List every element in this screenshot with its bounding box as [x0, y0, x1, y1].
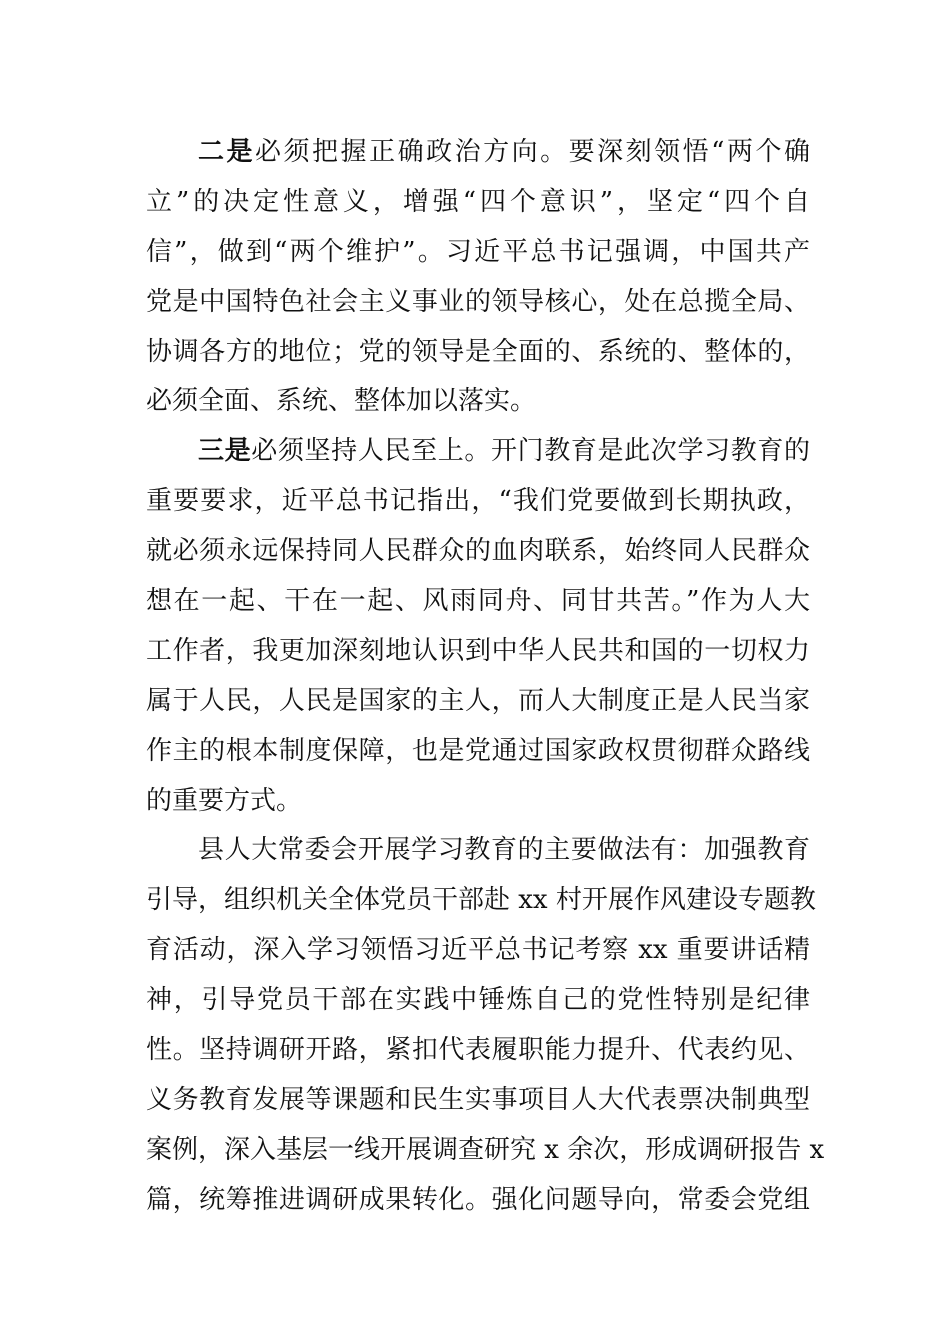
text-line: 案例，深入基层一线开展调查研究 x 余次，形成调研报告 x: [146, 1134, 825, 1165]
text-line: 就必须永远保持同人民群众的血肉联系，始终同人民群众: [146, 536, 810, 567]
text-line: 协调各方的地位；党的领导是全面的、系统的、整体的，: [146, 336, 810, 367]
text-line: 的重要方式。: [146, 785, 303, 816]
text-line: 必须全面、系统、整体加以落实。: [146, 386, 537, 417]
text-line: 性。坚持调研开路，紧扣代表履职能力提升、代表约见、: [146, 1035, 810, 1066]
text-line: 义务教育发展等课题和民生实事项目人大代表票决制典型: [146, 1084, 810, 1115]
paragraph-lead: 二是: [198, 137, 256, 167]
paragraph-political-direction: [146, 128, 810, 427]
text-line: 神，引导党员干部在实践中锤炼自己的党性特别是纪律: [146, 985, 810, 1016]
document-body: [146, 128, 825, 1226]
text-line: 篇，统筹推进调研成果转化。强化问题导向，常委会党组: [146, 1184, 810, 1215]
text-line: 属于人民，人民是国家的主人，而人大制度正是人民当家: [146, 685, 810, 716]
text-line: 育活动，深入学习领悟习近平总书记考察 xx 重要讲话精: [146, 935, 810, 966]
text-line: 县人大常委会开展学习教育的主要做法有：加强教育: [198, 835, 810, 866]
text-line: 二是必须把握正确政治方向。要深刻领悟“两个确: [198, 137, 810, 167]
text-line: 信”，做到“两个维护”。习近平总书记强调，中国共产: [146, 236, 810, 267]
text-line: 作主的根本制度保障，也是党通过国家政权贯彻群众路线: [146, 735, 810, 766]
text-line: 党是中国特色社会主义事业的领导核心，处在总揽全局、: [146, 286, 810, 317]
paragraph-people-first: [146, 427, 810, 826]
text-line: 三是必须坚持人民至上。开门教育是此次学习教育的: [198, 436, 810, 467]
text-line: 重要要求，近平总书记指出，“我们党要做到长期执政，: [146, 486, 810, 517]
paragraph-lead: 三是: [198, 436, 252, 467]
text-line: 工作者，我更加深刻地认识到中华人民共和国的一切权力: [146, 635, 810, 666]
text-line: 想在一起、干在一起、风雨同舟、同甘共苦。”作为人大: [146, 586, 810, 617]
text-line: 引导，组织机关全体党员干部赴 xx 村开展作风建设专题教: [146, 885, 816, 916]
text-line: 立”的决定性意义，增强“四个意识”，坚定“四个自: [146, 186, 810, 217]
paragraph-main-practices: [146, 826, 825, 1225]
